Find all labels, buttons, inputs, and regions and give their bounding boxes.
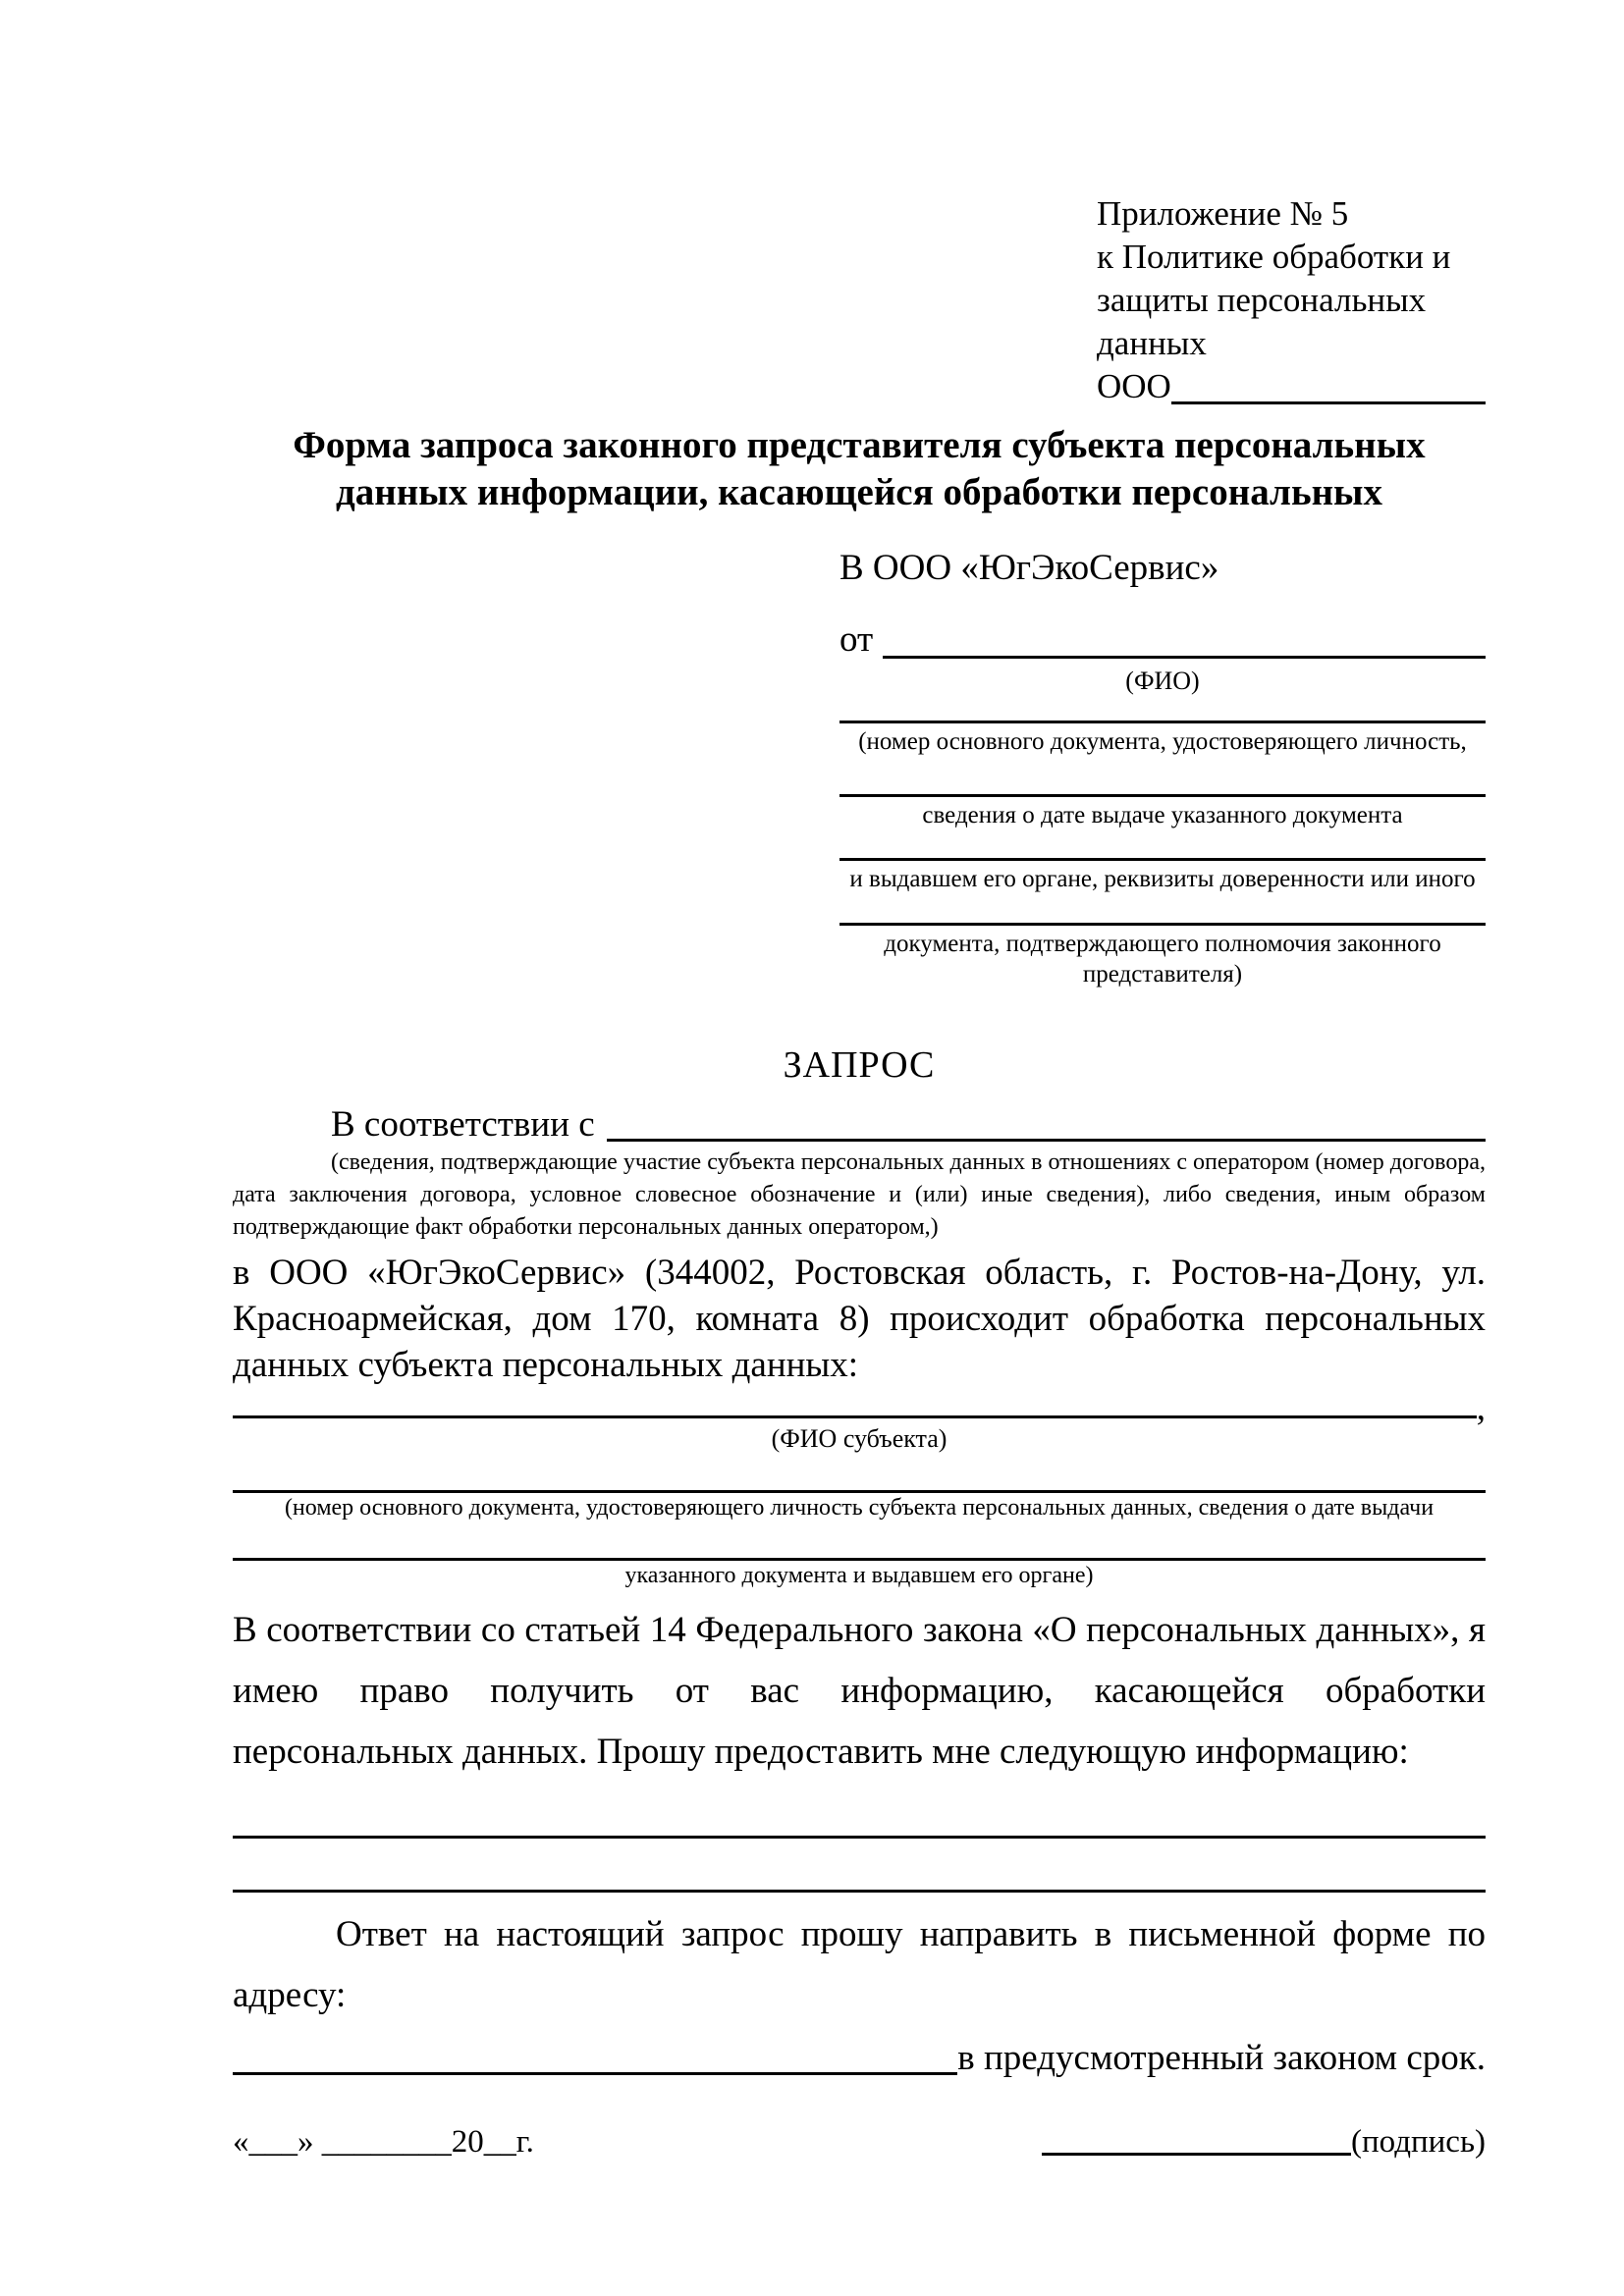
info-blank-line-2: [233, 1854, 1486, 1893]
address-row: [233, 2026, 1486, 2081]
fio-caption: (ФИО): [1125, 667, 1200, 695]
rep-doc-fill-line-1: [839, 697, 1486, 723]
appendix-line-3: защиты персональных данных: [1097, 281, 1427, 362]
rep-doc-caption-3: и выдавшем его органе, реквизиты доверенности или иного: [849, 866, 1476, 892]
form-title-line-1: Форма запроса законного представителя субъекта персональных: [293, 424, 1426, 466]
subject-doc-caption-2: указанного документа и выдавшем его органе): [624, 1563, 1094, 1588]
law-paragraph: В соответствии со статьей 14 Федерального закона «О персональных данных», я имею право получить от вас информацию, касающейся обработки персональных данных. Прошу предоставить мне следующую информацию:: [233, 1610, 1486, 1772]
from-label: от: [839, 619, 874, 660]
org-prefix: ООО: [1097, 367, 1171, 405]
address-fill-line: [233, 2072, 957, 2075]
accordance-caption: (сведения, подтверждающие участие субъекта персональных данных в отношениях с оператором (номер договора, дата заключения договора, условное словесное обозначение и (или) иные сведения), либо сведения, иным образом подтверждающие факт обработки персональных данных оператором,): [233, 1149, 1486, 1240]
form-title-line-2: данных информации, касающейся обработки персональных: [336, 471, 1382, 513]
subject-fio-row: [233, 1388, 1486, 1428]
info-blank-line-1: [233, 1800, 1486, 1839]
rep-doc-caption-1: (номер основного документа, удостоверяющего личность,: [858, 728, 1467, 755]
rep-doc-fill-line-2: [839, 769, 1486, 797]
form-title: [233, 422, 1486, 516]
appendix-line-2: к Политике обработки и: [1097, 238, 1451, 276]
rep-doc-fill-line-4: [839, 894, 1486, 926]
accordance-label: В соответствии с: [331, 1104, 595, 1145]
addressee-to: В ООО «ЮгЭкоСервис»: [839, 548, 1219, 588]
date-line: «___» ________20__г.: [233, 2124, 534, 2160]
signature-fill-line: [1042, 2153, 1351, 2156]
subject-fio-fill-line: [233, 1415, 1477, 1418]
rep-doc-caption-2: сведения о дате выдаче указанного документа: [922, 802, 1403, 828]
subject-doc-fill-line-1: [233, 1463, 1486, 1493]
appendix-org-row: [1097, 365, 1486, 408]
operator-paragraph: в ООО «ЮгЭкоСервис» (344002, Ростовская область, г. Ростов-на-Дону, ул. Красноармейская, дом 170, комната 8) происходит обработка персональных данных субъекта персональных данных:: [233, 1253, 1486, 1385]
accordance-row: [233, 1103, 1486, 1147]
reply-suffix: в предусмотренный законом срок.: [957, 2038, 1486, 2078]
subject-doc-fill-line-2: [233, 1530, 1486, 1561]
signature-caption: (подпись): [1351, 2124, 1486, 2160]
addressee-block: [839, 546, 1486, 989]
request-heading: ЗАПРОС: [783, 1044, 936, 1086]
subject-doc-caption-1: (номер основного документа, удостоверяющего личность субъекта персональных данных, сведения о дате выдачи: [284, 1495, 1435, 1521]
reply-paragraph: Ответ на настоящий запрос прошу направить в письменной форме по адресу:: [233, 1914, 1486, 2015]
from-fio-fill-line: [883, 616, 1486, 659]
appendix-line-1: Приложение № 5: [1097, 194, 1349, 233]
subject-fio-caption: (ФИО субъекта): [771, 1424, 947, 1453]
rep-doc-caption-4: документа, подтверждающего полномочия законного представителя): [884, 931, 1441, 988]
rep-doc-fill-line-3: [839, 830, 1486, 861]
subject-line-comma: ,: [1476, 1388, 1486, 1428]
org-name-fill-line: [1171, 365, 1486, 404]
from-row: [839, 616, 1486, 664]
footer-row: [233, 2120, 1486, 2163]
appendix-block: [1097, 192, 1486, 408]
accordance-fill-line: [607, 1103, 1486, 1142]
